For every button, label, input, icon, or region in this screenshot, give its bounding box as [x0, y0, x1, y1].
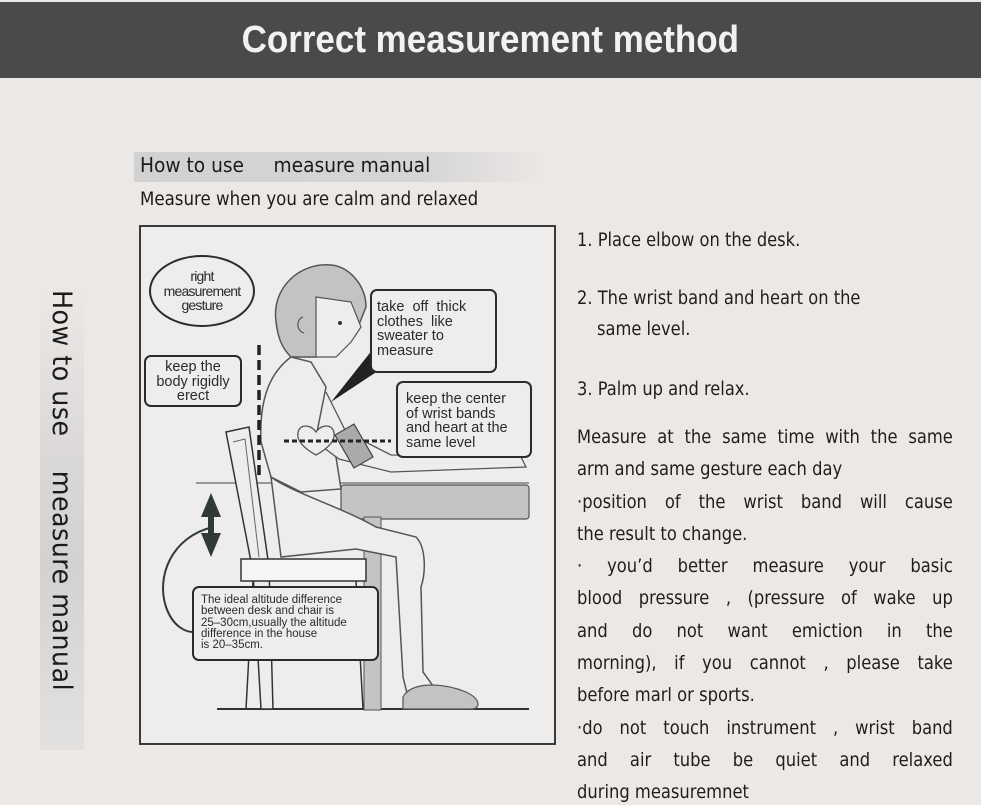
note-line: blood pressure , (pressure of wake up [577, 587, 953, 610]
side-label: How to use measure manual [46, 290, 77, 692]
note-line: and do not want emiction in the [577, 619, 953, 642]
callout-line: body rigidly [156, 373, 230, 390]
right-gesture-label [149, 255, 255, 327]
step-2: 2. The wrist band and heart on the [577, 288, 861, 309]
note-line: Measure at the same time with the same [577, 426, 953, 448]
callout-line: is 20–35cm. [201, 639, 264, 652]
callout-line: keep the center [406, 391, 506, 407]
callout-line: between desk and chair is [201, 605, 334, 618]
callout-line: erect [176, 388, 210, 404]
callout-line: 25–30cm,usually the altitude [201, 616, 347, 629]
notes-paragraph [577, 421, 953, 805]
step-1: 1. Place elbow on the desk. [577, 230, 801, 251]
callout-line: keep the [165, 359, 221, 375]
oval-line-2: measurement [163, 282, 241, 299]
callout-line: sweater to [377, 328, 444, 344]
note-line: ·do not touch instrument , wrist band [577, 716, 953, 739]
note-line: arm and same gesture each day [577, 458, 843, 481]
callout-line: measure [377, 342, 434, 359]
section-title: How to use measure manual [140, 153, 431, 177]
callout-thick-clothes [370, 289, 497, 373]
callout-line: same level [406, 434, 476, 451]
callout-altitude-difference [192, 586, 379, 661]
side-label-band [40, 290, 84, 750]
callout-line: The ideal altitude difference [201, 594, 343, 606]
note-line: the result to change. [577, 522, 748, 545]
section-subtitle: Measure when you are calm and relaxed [140, 189, 479, 210]
illustration-panel [139, 225, 556, 745]
callout-wrist-heart-level [396, 381, 532, 458]
oval-line-1: right [190, 267, 214, 284]
oval-line-3: gesture [181, 297, 223, 314]
callout-line: take off thick [377, 299, 467, 315]
note-line: morning), if you cannot , please take [577, 652, 953, 675]
callout-body-erect [144, 355, 242, 407]
callout-line: of wrist bands [406, 405, 496, 422]
step-2-continued: same level. [597, 319, 691, 340]
note-line: before marl or sports. [577, 684, 755, 707]
callout-line: and heart at the [406, 420, 508, 436]
double-arrow-icon [201, 493, 221, 557]
note-line: during measuremnet [577, 781, 749, 804]
page-header [0, 2, 981, 78]
note-line: · you’d better measure your basic [577, 555, 953, 578]
page-title: Correct measurement method [241, 18, 740, 61]
note-line: and air tube be quiet and relaxed [577, 748, 953, 771]
callout-line: clothes like [377, 313, 453, 330]
note-line: ·position of the wrist band will cause [577, 490, 953, 513]
callout-line: difference in the house [201, 627, 318, 640]
step-3: 3. Palm up and relax. [577, 379, 750, 400]
